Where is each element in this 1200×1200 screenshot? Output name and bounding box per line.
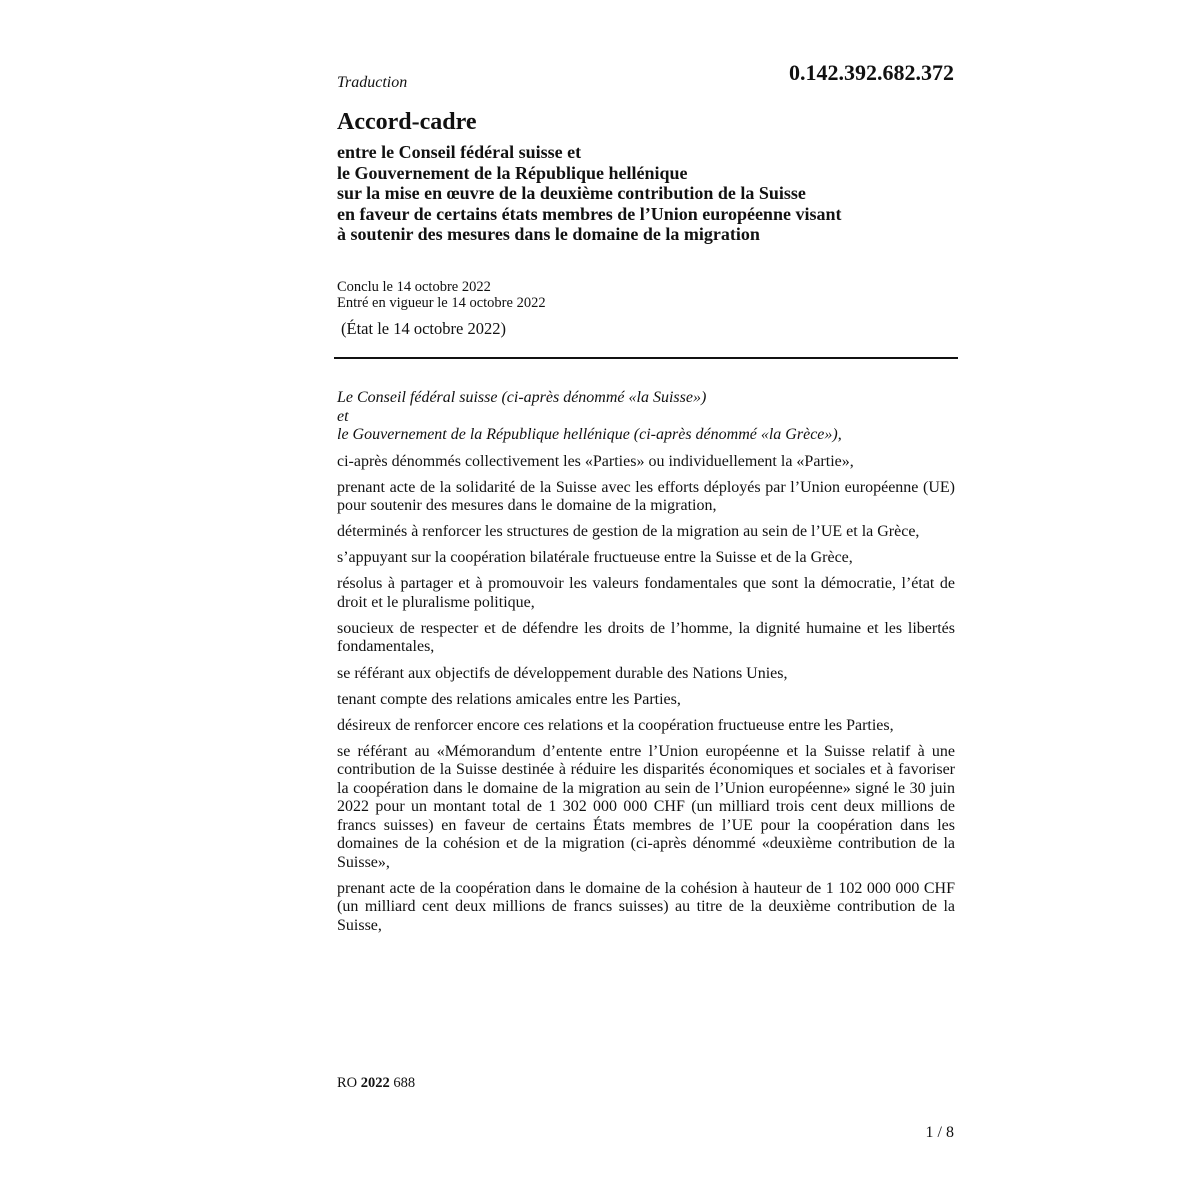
preamble-paragraph: prenant acte de la solidarité de la Suisse avec les efforts déployés par l’Union européenne (UE) pour soutenir des mesures dans le domaine de la migration, [337,478,955,515]
subtitle-line: entre le Conseil fédéral suisse et [337,142,582,162]
page-number: 1 / 8 [925,1124,954,1141]
preamble-paragraph: déterminés à renforcer les structures de gestion de la migration au sein de l’UE et la Grèce, [337,523,920,541]
preamble-paragraph: s’appuyant sur la coopération bilatérale fructueuse entre la Suisse et de la Grèce, [337,549,853,567]
ro-year: 2022 [360,1075,390,1091]
ro-reference [337,1075,415,1092]
subtitle-line: en faveur de certains états membres de l’Union européenne visant [337,203,842,224]
status-date: (État le 14 octobre 2022) [341,319,506,338]
entry-into-force-date: Entré en vigueur le 14 octobre 2022 [337,294,546,311]
preamble-paragraph: se référant aux objectifs de développement durable des Nations Unies, [337,664,788,682]
subtitle-line: le Gouvernement de la République hellénique [337,162,688,183]
ro-page: 688 [393,1075,416,1091]
party-greece: le Gouvernement de la République hellénique (ci-après dénommé «la Grèce»), [337,426,842,443]
preamble-paragraph: soucieux de respecter et de défendre les droits de l’homme, la dignité humaine et les libertés fondamentales, [337,619,955,656]
preamble-paragraph: prenant acte de la coopération dans le domaine de la cohésion à hauteur de 1 102 000 000 CHF (un milliard cent deux millions de francs suisses) au titre de la deuxième contribution de la Suisse, [337,879,955,934]
document-title: Accord-cadre [337,109,477,135]
document-number: 0.142.392.682.372 [789,60,954,85]
preamble-paragraph: tenant compte des relations amicales entre les Parties, [337,690,681,708]
party-conjunction: et [337,407,349,425]
preamble-paragraph: se référant au «Mémorandum d’entente entre l’Union européenne et la Suisse relatif à une contribution de la Suisse destinée à réduire les disparités économiques et sociales et à favoriser la coopération dans le domaine de la migration au sein de l’Union européenne» signé le 30 juin 2022 pour un montant total de 1 302 000 000 CHF (un milliard trois cent deux millions de francs suisses) en faveur de certains États membres de l’UE pour la coopération dans les domaines de la cohésion et de la migration (ci-après dénommé «deuxième contribution de la Suisse», [337,742,955,871]
preamble-paragraph: désireux de renforcer encore ces relations et la coopération fructueuse entre les Parties, [337,716,894,734]
subtitle-line: à soutenir des mesures dans le domaine de la migration [337,224,760,244]
header-divider [334,357,958,359]
subtitle-line: sur la mise en œuvre de la deuxième contribution de la Suisse [337,183,806,203]
ro-prefix: RO [337,1075,358,1091]
dates-block [337,280,546,311]
document-subtitle [337,142,977,245]
preamble [337,389,955,943]
translation-label: Traduction [337,74,408,91]
parties-block [337,389,955,445]
party-switzerland: Le Conseil fédéral suisse (ci-après dénommé «la Suisse») [337,389,707,406]
concluded-date: Conclu le 14 octobre 2022 [337,279,491,295]
preamble-paragraph: ci-après dénommés collectivement les «Parties» ou individuellement la «Partie», [337,452,854,470]
preamble-paragraph: résolus à partager et à promouvoir les valeurs fondamentales que sont la démocratie, l’état de droit et le pluralisme politique, [337,575,955,611]
